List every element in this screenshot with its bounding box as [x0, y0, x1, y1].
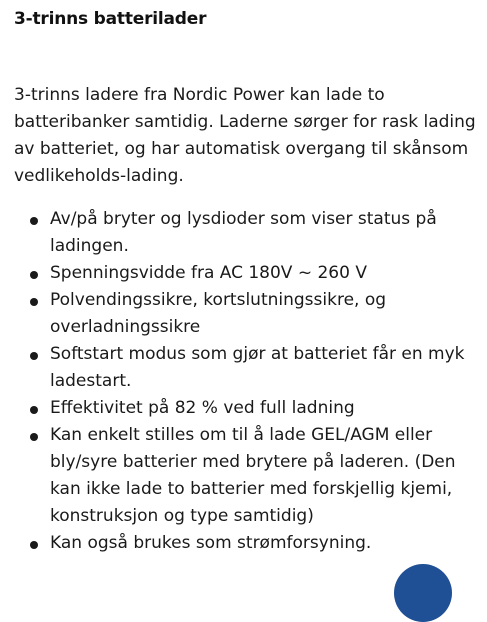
list-item: Av/på bryter og lysdioder som viser status på ladingen. [14, 206, 479, 260]
list-item: Kan også brukes som strømforsyning. [14, 530, 479, 557]
list-item: Softstart modus som gjør at batteriet får en myk ladestart. [14, 341, 479, 395]
list-item: Polvendingssikre, kortslutningssikre, og overladningssikre [14, 287, 479, 341]
list-item: Effektivitet på 82 % ved full ladning [14, 395, 479, 422]
intro-paragraph: 3-trinns ladere fra Nordic Power kan lade to batteribanker samtidig. Laderne sørger for rask lading av batteriet, og har automatisk overgang til skånsom vedlikeholds-lading. [14, 85, 476, 186]
list-item: Spenningsvidde fra AC 180V ~ 260 V [14, 260, 479, 287]
floating-action-button[interactable] [394, 564, 452, 622]
feature-list [14, 206, 479, 557]
page-title: 3-trinns batterilader [14, 9, 207, 29]
list-item: Kan enkelt stilles om til å lade GEL/AGM eller bly/syre batterier med brytere på laderen. (Den kan ikke lade to batterier med forskjellig kjemi, konstruksjon og type samtidig) [14, 422, 479, 530]
